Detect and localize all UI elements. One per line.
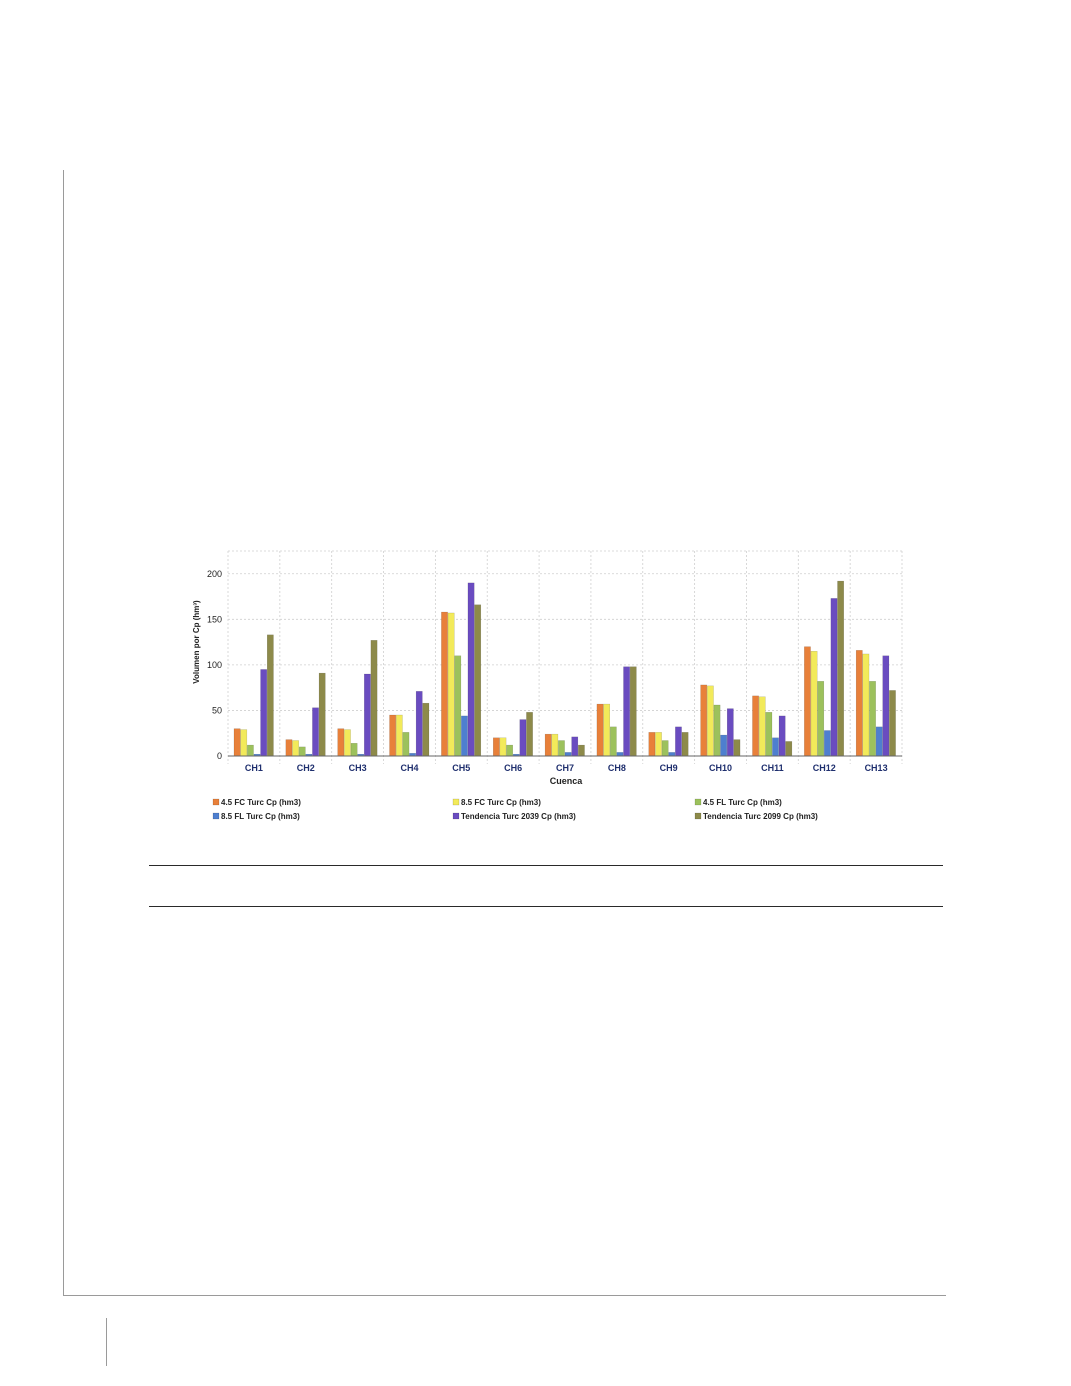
y-axis-label: Volumen por Cp (hm³) bbox=[192, 600, 201, 684]
x-tick-label: CH8 bbox=[607, 763, 626, 773]
bar-chart bbox=[180, 545, 910, 830]
bar bbox=[714, 705, 720, 756]
bar bbox=[572, 737, 578, 756]
bar bbox=[552, 734, 558, 756]
table-bottom-rule bbox=[149, 906, 943, 907]
bar bbox=[520, 720, 526, 756]
y-tick-label: 50 bbox=[211, 705, 222, 716]
page-frame-left-line bbox=[63, 170, 64, 1296]
bar bbox=[597, 704, 603, 756]
page-frame-bottom-line bbox=[63, 1295, 946, 1296]
bar bbox=[604, 704, 610, 756]
bar bbox=[338, 729, 344, 756]
bar bbox=[234, 729, 240, 756]
bar bbox=[261, 669, 267, 756]
bar bbox=[630, 667, 636, 756]
bar bbox=[455, 656, 461, 756]
bar bbox=[396, 715, 402, 756]
bar bbox=[876, 727, 882, 756]
bar bbox=[319, 673, 325, 756]
x-tick-label: CH9 bbox=[659, 763, 678, 773]
x-tick-label: CH2 bbox=[296, 763, 315, 773]
bar bbox=[475, 605, 481, 756]
bar bbox=[701, 685, 707, 756]
bar bbox=[247, 745, 253, 756]
bar bbox=[707, 686, 713, 756]
y-tick-label: 100 bbox=[206, 659, 222, 670]
chart-grid bbox=[228, 551, 902, 764]
bar bbox=[403, 732, 409, 756]
bar bbox=[364, 674, 370, 756]
bar bbox=[423, 703, 429, 756]
bar bbox=[831, 598, 837, 756]
bar bbox=[267, 635, 273, 756]
bar bbox=[649, 732, 655, 756]
x-tick-label: CH10 bbox=[709, 763, 733, 773]
footer-divider-line bbox=[106, 1318, 107, 1366]
legend-swatch bbox=[695, 799, 701, 805]
bar bbox=[617, 752, 623, 756]
bar bbox=[610, 727, 616, 756]
legend-swatch bbox=[213, 799, 219, 805]
bar bbox=[752, 696, 758, 756]
bar bbox=[889, 690, 895, 756]
bar bbox=[721, 735, 727, 756]
bar bbox=[786, 741, 792, 756]
bar bbox=[727, 709, 733, 756]
bar bbox=[416, 691, 422, 756]
legend-swatch bbox=[213, 813, 219, 819]
bar bbox=[441, 612, 447, 756]
bar bbox=[772, 738, 778, 756]
bar bbox=[461, 716, 467, 756]
bar bbox=[623, 667, 629, 756]
bar bbox=[766, 712, 772, 756]
bar bbox=[734, 740, 740, 756]
bar bbox=[655, 732, 661, 756]
bar bbox=[351, 743, 357, 756]
bar bbox=[292, 741, 298, 756]
y-tick-label: 150 bbox=[206, 614, 222, 625]
y-tick-label: 0 bbox=[216, 751, 222, 761]
legend-swatch bbox=[453, 813, 459, 819]
y-tick-label: 200 bbox=[206, 568, 222, 579]
x-tick-label: CH7 bbox=[555, 763, 575, 773]
x-tick-label: CH3 bbox=[348, 763, 367, 773]
bar bbox=[759, 697, 765, 756]
bar bbox=[669, 752, 675, 756]
bar bbox=[507, 745, 513, 756]
bar bbox=[390, 715, 396, 756]
legend-swatch bbox=[695, 813, 701, 819]
bar bbox=[344, 730, 350, 756]
bar bbox=[299, 747, 305, 756]
bar bbox=[856, 650, 862, 756]
legend-label: Tendencia Turc 2039 Cp (hm3) bbox=[461, 812, 576, 821]
bar bbox=[779, 716, 785, 756]
bar bbox=[869, 681, 875, 756]
bar bbox=[824, 730, 830, 756]
x-tick-label: CH13 bbox=[864, 763, 888, 773]
bar bbox=[883, 656, 889, 756]
legend-label: 8.5 FC Turc Cp (hm3) bbox=[461, 798, 541, 807]
bar bbox=[241, 730, 247, 756]
bar bbox=[371, 640, 377, 756]
x-tick-label: CH4 bbox=[400, 763, 419, 773]
x-tick-label: CH5 bbox=[452, 763, 471, 773]
x-tick-label: CH11 bbox=[761, 763, 784, 773]
bar bbox=[565, 752, 571, 756]
bar bbox=[675, 727, 681, 756]
x-axis-label: Cuenca bbox=[549, 776, 583, 786]
bar bbox=[811, 651, 817, 756]
legend-label: 4.5 FL Turc Cp (hm3) bbox=[703, 798, 782, 807]
bar bbox=[682, 732, 688, 756]
bar bbox=[500, 738, 506, 756]
legend-swatch bbox=[453, 799, 459, 805]
table-top-rule bbox=[149, 865, 943, 866]
bar bbox=[493, 738, 499, 756]
bar bbox=[662, 741, 668, 756]
bar bbox=[448, 613, 454, 756]
bar bbox=[312, 708, 318, 756]
legend-label: 4.5 FC Turc Cp (hm3) bbox=[221, 798, 301, 807]
x-tick-label: CH6 bbox=[504, 763, 523, 773]
bar bbox=[838, 581, 844, 756]
legend-label: Tendencia Turc 2099 Cp (hm3) bbox=[703, 812, 818, 821]
bar bbox=[558, 741, 564, 756]
bar bbox=[578, 745, 584, 756]
legend-label: 8.5 FL Turc Cp (hm3) bbox=[221, 812, 300, 821]
x-tick-label: CH12 bbox=[812, 763, 836, 773]
bar bbox=[863, 654, 869, 756]
bar bbox=[818, 681, 824, 756]
chart-bars bbox=[234, 581, 896, 756]
x-tick-label: CH1 bbox=[244, 763, 263, 773]
bar bbox=[545, 734, 551, 756]
bar bbox=[286, 740, 292, 756]
chart-legend bbox=[213, 798, 818, 821]
bar bbox=[526, 712, 532, 756]
bar bbox=[468, 583, 474, 756]
bar bbox=[804, 647, 810, 756]
